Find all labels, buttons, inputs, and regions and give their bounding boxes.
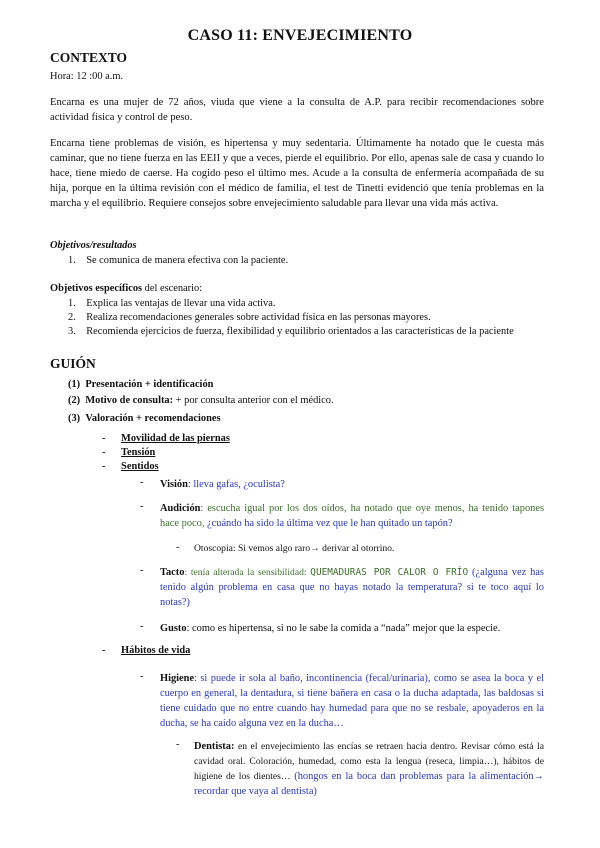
subitem-movilidad: - Movilidad de las piernas [102,433,230,444]
objetivo-item-1: 1. Se comunica de manera efectiva con la paciente. [68,255,289,266]
higiene-label: Higiene [160,673,195,684]
guion-step-3-label: Valoración + recomendaciones [85,413,221,424]
guion-step-3-num: (3) [68,413,81,424]
tacto-caps: QUEMADURAS POR CALOR O FRÍO [310,567,469,578]
bullet-dash: - [176,739,180,750]
guion-step-1-num: (1) [68,379,81,390]
higiene-text: : si puede ir sola al baño, incontinencia (fecal/urinaria), como se asea la boca y el cuerpo en general, la dentadura, si tiene bañera en casa o la ducha adaptada, las baldosas si tiene cuidado que no entre cuando hay humedad para que no se resbale, apoyaderos en la ducha, se ha caído alguna vez en la ducha… [160,673,544,729]
audicion-text: : escucha igual por los dos oídos, ha notado que oye menos, ha tenido tapones hace poco, [160,503,544,529]
subitem-habitos: - Hábitos de vida [102,645,191,656]
subitem-sentidos: - Sentidos [102,461,159,472]
dentista-label: Dentista: [194,741,235,752]
tacto-text: : tenía alterada la sensibilidad: [184,567,311,578]
guion-step-1 [68,379,213,390]
subitem-tension-text: Tensión [121,447,156,458]
hora-text: Hora: 12 :00 a.m. [50,71,124,82]
guion-step-3 [68,413,221,424]
bullet-dash: - [140,477,144,488]
contexto-paragraph-1: Encarna es una mujer de 72 años, viuda que viene a la consulta de A.P. para recibir recomendaciones sobre actividad física y control de peso. [50,97,544,123]
guion-step-1-label: Presentación + identificación [85,379,214,390]
vision-item [160,477,544,492]
bullet-dash: - [140,565,144,576]
bullet-dash: - [140,501,144,512]
audicion-label: Audición [160,503,201,514]
audicion-question: ¿cuándo ha sido la última vez que le han quitado un tapón? [207,518,453,529]
contexto-heading: CONTEXTO [50,50,128,65]
guion-step-2-num: (2) [68,395,81,406]
dentista-item [194,739,544,799]
objetivos-especificos-heading-rest: del escenario: [142,283,203,294]
objetivos-especificos-heading [50,283,202,294]
objetivo-especifico-1-text: Explica las ventajas de llevar una vida activa. [86,298,276,309]
bullet-dash: - [140,671,144,682]
objetivos-especificos-heading-bold: Objetivos específicos [50,283,143,294]
guion-heading: GUIÓN [50,356,96,371]
subitem-sentidos-text: Sentidos [121,461,159,472]
tacto-item [160,565,544,610]
subitem-tension: - Tensión [102,447,156,458]
gusto-item [160,621,544,636]
guion-step-2 [68,395,334,406]
objetivo-especifico-1: 1. Explica las ventajas de llevar una vida activa. [68,298,276,309]
contexto-paragraph-2: Encarna tiene problemas de visión, es hipertensa y muy sedentaria. Últimamente ha notado que le cuesta más caminar, que no tiene fuerza en las EEII y que a veces, pierde el equilibrio. Por ello, apenas sale de casa y cuando lo hace, tiene miedo de caerse. Ha cogido peso el último mes. Acude a la consulta de enfermería acompañada de su hija, porque en la última revisión con el médico de familia, el test de Tinetti evidenció que tenía problemas en la marcha y el equilibrio. Requiere consejos sobre envejecimiento saludable para llevar una vida más activa. [50,138,544,209]
objetivo-especifico-3: 3. Recomienda ejercicios de fuerza, flexibilidad y equilibrio orientados a las características de la paciente [68,326,514,337]
subitem-habitos-text: Hábitos de vida [121,645,191,656]
vision-text: : lleva gafas, ¿oculista? [187,479,285,490]
higiene-item [160,671,544,731]
document-title: CASO 11: ENVEJECIMIENTO [187,27,413,44]
objetivo-item-1-text: Se comunica de manera efectiva con la paciente. [86,255,289,266]
objetivo-especifico-3-text: Recomienda ejercicios de fuerza, flexibilidad y equilibrio orientados a las características de la paciente [86,326,514,337]
dentista-text: en el envejecimiento las encías se retraen hacia dentro. Revisar cómo está la cavidad oral. Coloración, humedad, como esta la lengua (reseca, limpia…), hábitos de higiene de los dientes… [194,741,544,782]
gusto-label: Gusto [160,623,187,634]
vision-label: Visión [160,479,188,490]
objetivo-especifico-2-text: Realiza recomendaciones generales sobre actividad física en las personas mayores. [86,312,431,323]
guion-step-2-rest: + por consulta anterior con el médico. [173,395,334,406]
objetivo-especifico-2: 2. Realiza recomendaciones generales sobre actividad física en las personas mayores. [68,312,431,323]
dentista-blue-text: (hongos en la boca dan problemas para la alimentación→ recordar que vaya al dentista) [194,771,544,797]
bullet-dash: - [140,621,144,632]
bullet-dash: - [176,542,180,553]
guion-step-2-label: Motivo de consulta: [85,395,174,406]
subitem-movilidad-text: Movilidad de las piernas [121,433,230,444]
otoscopia-text: Otoscopia: Si vemos algo raro→ derivar al otorrino. [194,543,395,554]
objetivos-heading: Objetivos/resultados [50,240,137,251]
audicion-item [160,501,544,531]
gusto-text: : como es hipertensa, si no le sabe la comida a “nada” mejor que la especie. [186,623,501,634]
tacto-question: (¿alguna vez has tenido algún problema en casa que no hayas notado la temperatura? si te toco aquí lo notas?) [160,567,544,608]
tacto-label: Tacto [160,567,185,578]
